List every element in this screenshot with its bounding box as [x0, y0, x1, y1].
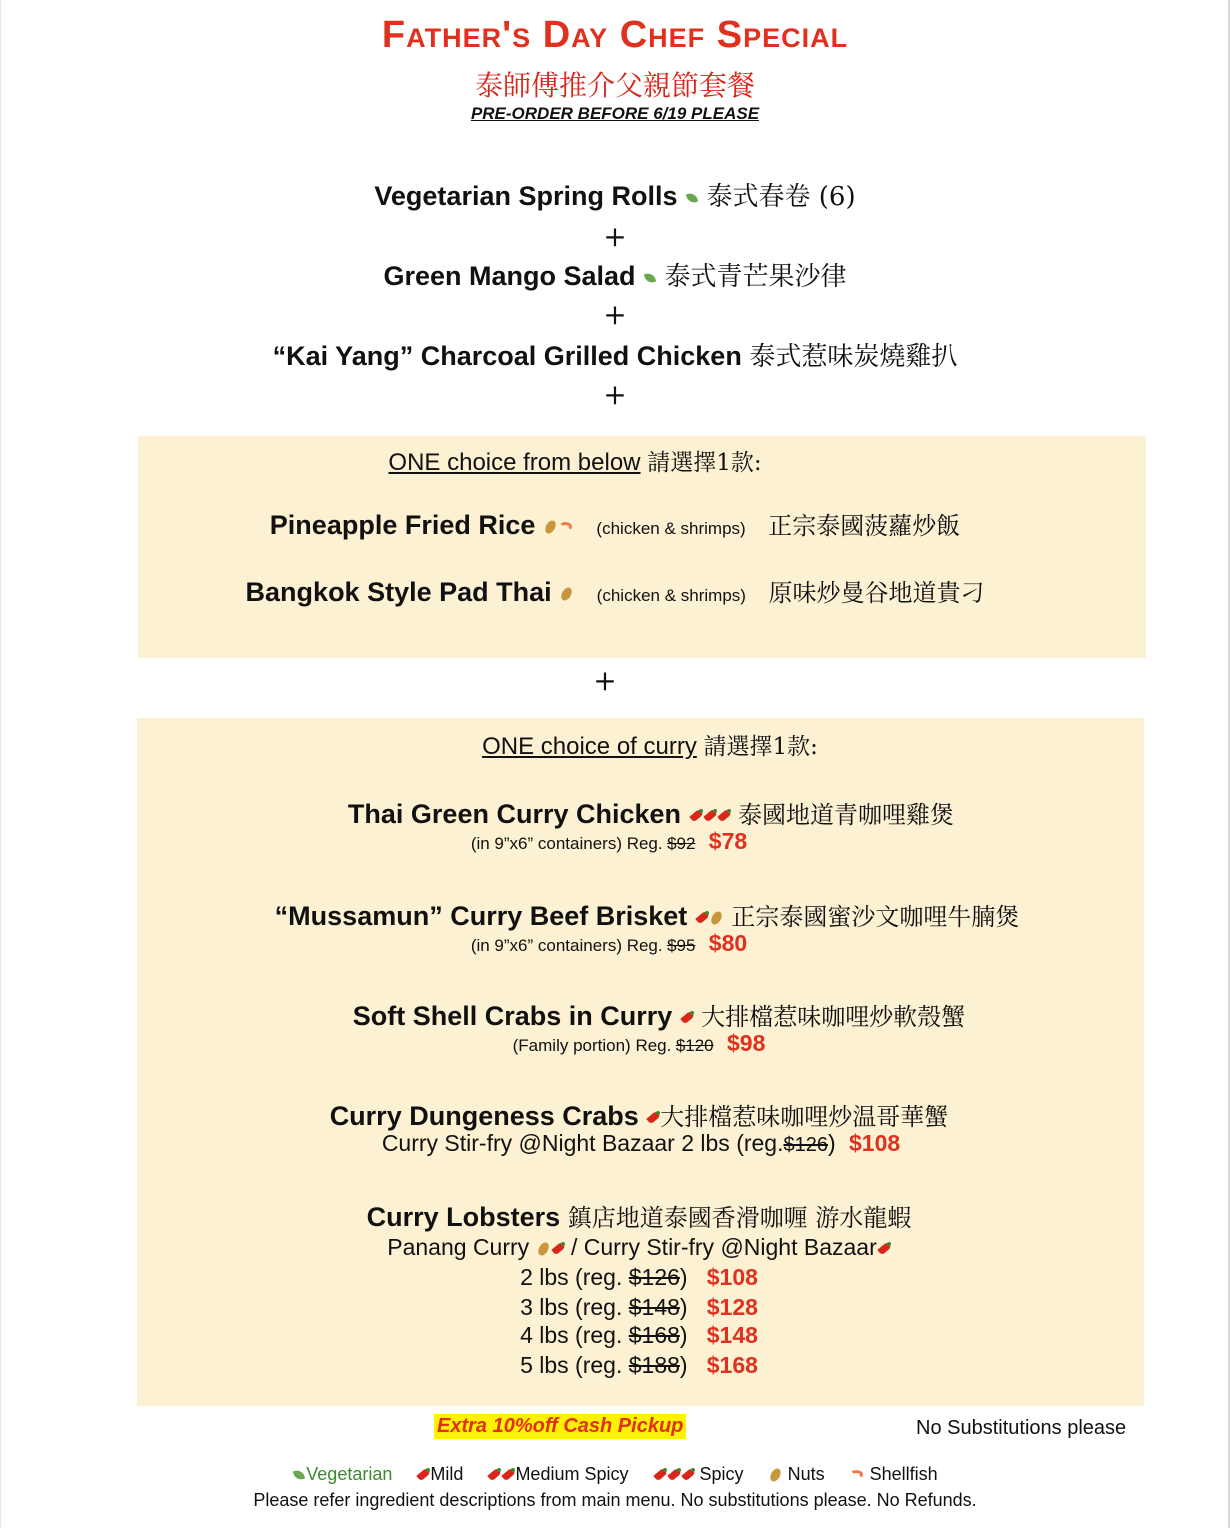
curry-item-green-curry	[36, 795, 1230, 830]
nuts-icon	[543, 519, 558, 535]
special-price: $108	[706, 1264, 758, 1290]
dish-name: “Mussamun” Curry Beef Brisket	[274, 901, 688, 931]
chili-icon	[877, 1241, 891, 1257]
lobster-reg-close: )	[679, 1352, 688, 1378]
chili-icon	[717, 808, 731, 824]
chili-icon	[695, 910, 709, 926]
lobster-reg-label: (reg.	[575, 1352, 623, 1378]
chili-icon	[501, 1467, 515, 1483]
chili-icon	[689, 808, 703, 824]
chili-icon	[680, 1010, 694, 1026]
lobster-reg-label: (reg.	[575, 1294, 623, 1320]
curry-item-beef-brisket	[32, 897, 1230, 932]
nuts-icon	[709, 910, 724, 926]
shellfish-icon	[849, 1468, 865, 1482]
chili-icon	[487, 1467, 501, 1483]
dish-name: Curry Dungeness Crabs	[329, 1101, 639, 1131]
no-substitutions-note: No Substitutions please	[916, 1417, 1127, 1439]
lobster-style-panang: Panang Curry	[387, 1234, 530, 1260]
plus-sign: +	[603, 220, 627, 253]
curry-item-green-curry-price	[0, 828, 1224, 855]
lobster-size-row	[24, 1352, 1230, 1379]
nuts-icon	[768, 1467, 783, 1483]
page-subtitle-chinese: 泰師傅推介父親節套餐	[474, 69, 755, 102]
icon-legend	[0, 1464, 1230, 1485]
dish-name: “Kai Yang” Charcoal Grilled Chicken	[272, 341, 742, 371]
choice-heading-text: ONE choice of curry	[482, 733, 697, 760]
dish-name-chinese: 鎮店地道泰國香滑咖喱 游水龍蝦	[567, 1204, 912, 1232]
legend-medium-spicy: Medium Spicy	[515, 1464, 629, 1484]
choice-heading-chinese: 請選擇1款:	[703, 734, 818, 760]
regular-price: $168	[628, 1322, 680, 1348]
vegetarian-icon	[292, 1468, 306, 1482]
set-item-spring-rolls	[0, 176, 1230, 213]
lobster-styles	[24, 1234, 1230, 1261]
price-note: Curry Stir-fry @Night Bazaar 2 lbs (reg.	[381, 1130, 784, 1156]
dish-name-chinese: 正宗泰國菠蘿炒飯	[768, 512, 961, 540]
lobster-size-row	[24, 1322, 1230, 1349]
chili-icon	[703, 808, 717, 824]
dish-name: Thai Green Curry Chicken	[347, 799, 682, 829]
special-price: $108	[849, 1130, 901, 1156]
dish-name: Soft Shell Crabs in Curry	[352, 1001, 673, 1031]
lobster-reg-label: (reg.	[575, 1264, 623, 1290]
lobster-reg-close: )	[679, 1322, 688, 1348]
curry-item-lobsters	[24, 1198, 1230, 1233]
lobster-size-row	[24, 1264, 1230, 1291]
legend-mild: Mild	[430, 1464, 464, 1484]
choice-item-pineapple-rice	[0, 506, 1230, 541]
dish-name-chinese: 大排檔惹味咖哩炒軟殼蟹	[701, 1003, 966, 1031]
promo-banner: Extra 10%off Cash Pickup	[434, 1414, 686, 1439]
curry-item-dungeness-crabs	[24, 1097, 1230, 1132]
footer-disclaimer: Please refer ingredient descriptions from main menu. No substitutions please. No Refunds.	[253, 1490, 977, 1510]
dish-name-chinese: 泰國地道青咖哩雞煲	[738, 801, 955, 829]
legend-vegetarian: Vegetarian	[306, 1464, 393, 1484]
choice-heading-curry	[35, 728, 1230, 761]
vegetarian-icon	[685, 191, 699, 205]
dish-name-chinese: 泰式青芒果沙律	[664, 262, 847, 292]
curry-item-beef-brisket-price	[0, 930, 1224, 957]
page-title: Father's Day Chef Special	[381, 14, 849, 56]
regular-price: $148	[628, 1294, 680, 1320]
dish-name: Vegetarian Spring Rolls	[374, 181, 678, 211]
regular-price: $92	[667, 834, 696, 853]
dish-name: Curry Lobsters	[366, 1202, 561, 1232]
chili-icon	[667, 1467, 681, 1483]
special-price: $78	[708, 828, 748, 854]
dish-note: (chicken & shrimps)	[596, 586, 746, 605]
special-price: $148	[706, 1322, 758, 1348]
dish-name-chinese: 泰式春卷 (6)	[706, 182, 856, 212]
dish-name-chinese: 大排檔惹味咖哩炒温哥華蟹	[660, 1103, 949, 1131]
dish-name-chinese: 原味炒曼谷地道貴刁	[768, 579, 985, 607]
chili-icon	[681, 1467, 695, 1483]
chili-icon	[646, 1110, 660, 1126]
special-price: $98	[726, 1030, 766, 1056]
plus-sign: +	[593, 664, 617, 697]
dish-name-chinese: 正宗泰國蜜沙文咖哩牛腩煲	[731, 903, 1020, 931]
lobster-weight: 5 lbs	[520, 1352, 569, 1378]
regular-price: $188	[628, 1352, 680, 1378]
dish-note: (chicken & shrimps)	[596, 519, 746, 538]
dish-name: Pineapple Fried Rice	[269, 510, 536, 540]
lobster-weight: 2 lbs	[520, 1264, 569, 1290]
nuts-icon	[559, 586, 574, 602]
preorder-notice: PRE-ORDER BEFORE 6/19 PLEASE	[470, 104, 760, 123]
legend-nuts: Nuts	[787, 1464, 825, 1484]
regular-price: $120	[675, 1036, 714, 1055]
choice-item-pad-thai	[0, 573, 1230, 608]
nuts-icon	[536, 1241, 551, 1257]
plus-sign: +	[603, 298, 627, 331]
dish-name: Bangkok Style Pad Thai	[245, 577, 552, 607]
curry-item-soft-shell-crabs-price	[24, 1030, 1230, 1057]
special-price: $168	[706, 1352, 758, 1378]
regular-price: $95	[667, 936, 696, 955]
vegetarian-icon	[643, 271, 657, 285]
lobster-style-separator: /	[570, 1234, 578, 1260]
price-note: (in 9”x6” containers) Reg.	[470, 936, 663, 955]
lobster-reg-label: (reg.	[575, 1322, 623, 1348]
dish-name-chinese: 泰式惹味炭燒雞扒	[749, 342, 958, 372]
special-price: $80	[708, 930, 748, 956]
price-note-close: )	[827, 1130, 836, 1156]
price-note: (in 9”x6” containers) Reg.	[470, 834, 663, 853]
lobster-weight: 3 lbs	[520, 1294, 569, 1320]
choice-heading-rice	[0, 444, 1190, 477]
lobster-weight: 4 lbs	[520, 1322, 569, 1348]
set-item-mango-salad	[0, 256, 1230, 293]
lobster-reg-close: )	[679, 1264, 688, 1290]
special-price: $128	[706, 1294, 758, 1320]
plus-sign: +	[603, 378, 627, 411]
curry-item-dungeness-crabs-price	[26, 1130, 1230, 1157]
lobster-size-row	[24, 1294, 1230, 1321]
chili-icon	[653, 1467, 667, 1483]
set-item-grilled-chicken	[0, 336, 1230, 373]
chili-icon	[416, 1467, 430, 1483]
lobster-style-stir-fry: Curry Stir-fry @Night Bazaar	[583, 1234, 877, 1260]
legend-spicy: Spicy	[699, 1464, 744, 1484]
regular-price: $126	[628, 1264, 680, 1290]
chili-icon	[551, 1241, 565, 1257]
choice-heading-text: ONE choice from below	[388, 449, 641, 476]
regular-price: $126	[783, 1134, 828, 1156]
lobster-reg-close: )	[679, 1294, 688, 1320]
shellfish-icon	[558, 520, 574, 534]
price-note: (Family portion) Reg.	[512, 1036, 672, 1055]
curry-item-soft-shell-crabs	[44, 997, 1230, 1032]
dish-name: Green Mango Salad	[383, 261, 636, 291]
choice-heading-chinese: 請選擇1款:	[647, 450, 762, 476]
legend-shellfish: Shellfish	[869, 1464, 938, 1484]
